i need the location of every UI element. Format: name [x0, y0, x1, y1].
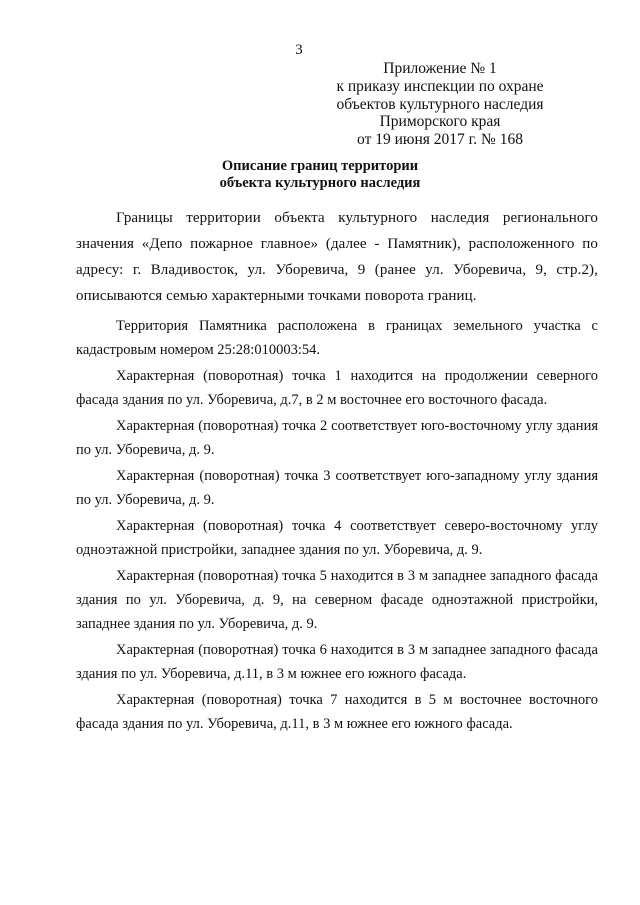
appendix-line: от 19 июня 2017 г. № 168: [357, 131, 523, 149]
document-title: [0, 158, 640, 192]
paragraph-point-2: Характерная (поворотная) точка 2 соответствует юго-восточному углу здания по ул. Уборевича, д. 9.: [76, 418, 598, 458]
paragraph-point-6: Характерная (поворотная) точка 6 находится в 3 м западнее западного фасада здания по ул. Уборевича, д.11, в 3 м южнее его южного фасада.: [76, 642, 598, 682]
appendix-header: [310, 60, 570, 149]
appendix-line: Приложение № 1: [383, 60, 497, 77]
title-line: Описание границ территории: [221, 158, 419, 174]
appendix-line: объектов культурного наследия: [336, 95, 544, 113]
document-body: [76, 205, 598, 738]
title-line: объекта культурного наследия: [219, 175, 421, 191]
paragraph-point-5: Характерная (поворотная) точка 5 находится в 3 м западнее западного фасада здания по ул. Уборевича, д. 9, на северном фасаде одноэтажной пристройки, западнее здания по ул. Уборевича, д. 9.: [76, 568, 598, 632]
page-number: 3: [295, 42, 303, 58]
paragraph-point-7: Характерная (поворотная) точка 7 находится в 5 м восточнее восточного фасада здания по ул. Уборевича, д.11, в 3 м южнее его южного фасада.: [76, 692, 598, 732]
paragraph-boundaries-intro: Границы территории объекта культурного наследия регионального значения «Депо пожарное главное» (далее - Памятник), расположенного по адресу: г. Владивосток, ул. Уборевича, 9 (ранее ул. Уборевича, 9, стр.2), описываются семью характерными точками поворота границ.: [76, 210, 598, 304]
appendix-line: к приказу инспекции по охране: [336, 77, 544, 95]
appendix-line: Приморского края: [379, 113, 501, 131]
paragraph-point-4: Характерная (поворотная) точка 4 соответствует северо-восточному углу одноэтажной пристройки, западнее здания по ул. Уборевича, д. 9.: [76, 518, 598, 558]
paragraph-point-3: Характерная (поворотная) точка 3 соответствует юго-западному углу здания по ул. Уборевича, д. 9.: [76, 468, 598, 508]
paragraph-cadastral: Территория Памятника расположена в границах земельного участка с кадастровым номером 25:28:010003:54.: [76, 318, 598, 358]
paragraph-point-1: Характерная (поворотная) точка 1 находится на продолжении северного фасада здания по ул. Уборевича, д.7, в 2 м восточнее его восточного фасада.: [76, 368, 598, 408]
